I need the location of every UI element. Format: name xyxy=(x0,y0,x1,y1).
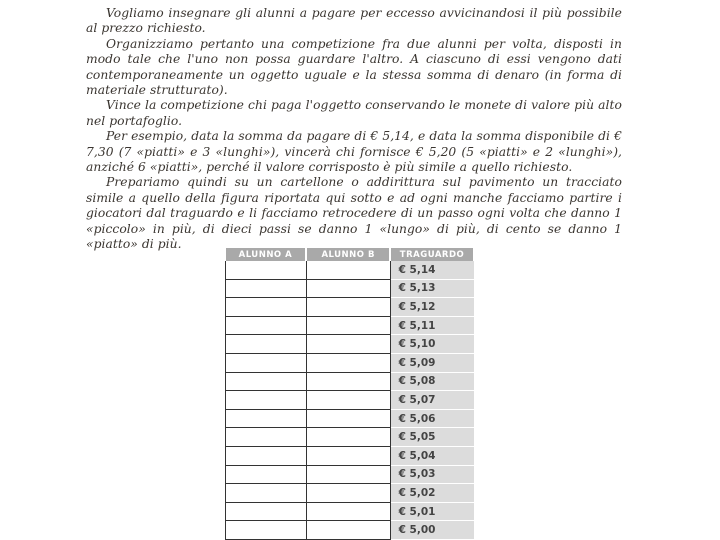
alunno-b-cell xyxy=(306,502,390,521)
table-row xyxy=(226,428,475,447)
traguardo-cell: € 5,03 xyxy=(390,465,474,484)
table-row xyxy=(226,279,475,298)
alunno-b-cell xyxy=(306,353,390,372)
alunno-b-cell xyxy=(306,521,390,540)
table-header-row xyxy=(226,248,475,261)
paragraph: Vince la competizione chi paga l'oggetto conservando le monete di valore più alto nel portafoglio. xyxy=(86,98,622,128)
alunno-a-cell xyxy=(226,261,307,279)
traguardo-cell: € 5,07 xyxy=(390,391,474,410)
header-traguardo: TRAGUARDO xyxy=(390,248,474,261)
alunno-a-cell xyxy=(226,446,307,465)
traguardo-cell: € 5,05 xyxy=(390,428,474,447)
alunno-a-cell xyxy=(226,279,307,298)
table-row xyxy=(226,521,475,540)
alunno-a-cell xyxy=(226,502,307,521)
traguardo-cell: € 5,01 xyxy=(390,502,474,521)
alunno-b-cell xyxy=(306,279,390,298)
traguardo-cell: € 5,14 xyxy=(390,261,474,279)
alunno-b-cell xyxy=(306,372,390,391)
alunno-a-cell xyxy=(226,316,307,335)
traguardo-cell: € 5,10 xyxy=(390,335,474,354)
alunno-a-cell xyxy=(226,353,307,372)
header-alunno-a: ALUNNO A xyxy=(226,248,307,261)
alunno-b-cell xyxy=(306,428,390,447)
table-row xyxy=(226,335,475,354)
traguardo-cell: € 5,06 xyxy=(390,409,474,428)
table-row xyxy=(226,316,475,335)
header-alunno-b: ALUNNO B xyxy=(306,248,390,261)
alunno-a-cell xyxy=(226,521,307,540)
table-row xyxy=(226,391,475,410)
paragraph: Organizziamo pertanto una competizione fra due alunni per volta, disposti in modo tale che l'uno non possa guardare l'altro. A ciascuno di essi vengono dati contemporaneamente un oggetto uguale e la stessa somma di denaro (in forma di materiale strutturato). xyxy=(86,36,622,98)
table-row xyxy=(226,298,475,317)
alunno-b-cell xyxy=(306,409,390,428)
table-row xyxy=(226,409,475,428)
traguardo-cell: € 5,02 xyxy=(390,484,474,503)
traguardo-cell: € 5,13 xyxy=(390,279,474,298)
traguardo-cell: € 5,12 xyxy=(390,298,474,317)
race-track-table xyxy=(225,248,475,540)
alunno-b-cell xyxy=(306,298,390,317)
alunno-b-cell xyxy=(306,391,390,410)
body-text xyxy=(86,6,622,253)
alunno-b-cell xyxy=(306,446,390,465)
table-row xyxy=(226,372,475,391)
alunno-a-cell xyxy=(226,465,307,484)
alunno-b-cell xyxy=(306,465,390,484)
traguardo-cell: € 5,11 xyxy=(390,316,474,335)
alunno-a-cell xyxy=(226,298,307,317)
table-row xyxy=(226,353,475,372)
table-row xyxy=(226,261,475,279)
table-body xyxy=(226,261,475,539)
alunno-b-cell xyxy=(306,484,390,503)
alunno-b-cell xyxy=(306,261,390,279)
traguardo-cell: € 5,08 xyxy=(390,372,474,391)
alunno-a-cell xyxy=(226,428,307,447)
alunno-a-cell xyxy=(226,409,307,428)
traguardo-cell: € 5,00 xyxy=(390,521,474,540)
alunno-b-cell xyxy=(306,316,390,335)
table-row xyxy=(226,484,475,503)
table-row xyxy=(226,465,475,484)
paragraph: Prepariamo quindi su un cartellone o addirittura sul pavimento un tracciato simile a quello della figura riportata qui sotto e ad ogni manche facciamo partire i giocatori dal traguardo e li facciamo retrocedere di un passo ogni volta che danno 1 «piccolo» in più, di dieci passi se danno 1 «lungo» di più, di cento se danno 1 «piatto» di più. xyxy=(86,175,622,252)
alunno-a-cell xyxy=(226,372,307,391)
traguardo-cell: € 5,04 xyxy=(390,446,474,465)
paragraph: Vogliamo insegnare gli alunni a pagare per eccesso avvicinandosi il più possibile al prezzo richiesto. xyxy=(86,6,622,36)
table-row xyxy=(226,446,475,465)
table-row xyxy=(226,502,475,521)
alunno-a-cell xyxy=(226,391,307,410)
alunno-a-cell xyxy=(226,484,307,503)
alunno-b-cell xyxy=(306,335,390,354)
race-track-table-wrapper xyxy=(225,248,475,540)
paragraph: Per esempio, data la somma da pagare di € 5,14, e data la somma disponibile di € 7,30 (7 «piatti» e 3 «lunghi»), vincerà chi fornisce € 5,20 (5 «piatti» e 2 «lunghi»), anziché 6 «piatti», perché il valore corrisposto è più simile a quello richiesto. xyxy=(86,129,622,175)
alunno-a-cell xyxy=(226,335,307,354)
traguardo-cell: € 5,09 xyxy=(390,353,474,372)
